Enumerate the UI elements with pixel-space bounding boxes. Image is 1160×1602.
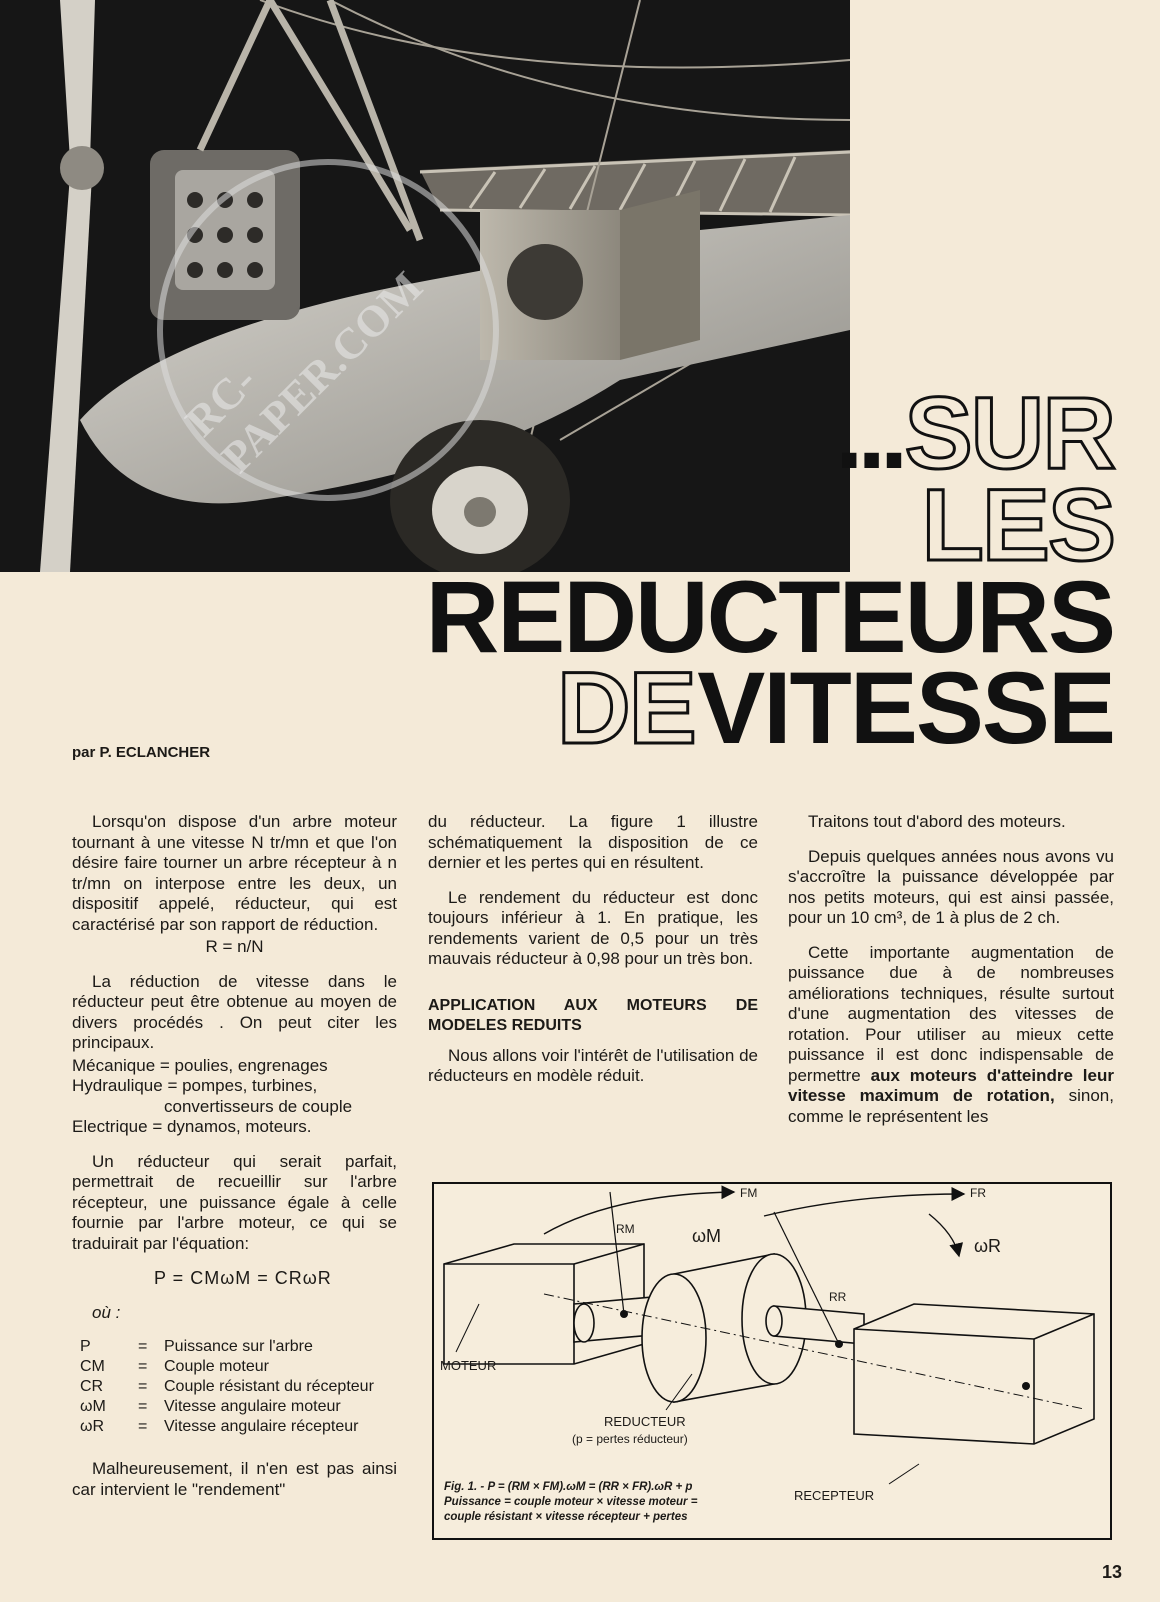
byline: par P. ECLANCHER xyxy=(72,744,211,761)
headline-dots: ... xyxy=(835,376,903,490)
paragraph: La réduction de vitesse dans le réducteur peut être obtenue au moyen de divers procédés . On peut citer les principaux. xyxy=(72,971,397,1052)
emphasis-text: aux moteurs d'atteindre leur vitesse maximum de rotation, xyxy=(788,1065,1114,1105)
label-wr: ωR xyxy=(974,1236,1002,1256)
section-heading: APPLICATION AUX MOTEURS DE MODELES REDUITS xyxy=(428,996,758,1034)
paragraph xyxy=(788,943,1114,1128)
list-item: Mécanique = poulies, engrenages xyxy=(72,1055,328,1075)
label-recepteur: RECEPTEUR xyxy=(794,1488,875,1503)
headline-les: LES xyxy=(921,467,1114,582)
caption-line: Puissance = couple moteur × vitesse moteur = xyxy=(444,1496,698,1508)
label-fr: FR xyxy=(970,1186,986,1200)
page-number: 13 xyxy=(1101,1562,1122,1582)
paragraph: du réducteur. La figure 1 illustre schématiquement la disposition de ce dernier et les pertes qui en résultent. xyxy=(428,812,758,872)
label-reducteur: REDUCTEUR xyxy=(604,1414,686,1429)
column-3 xyxy=(788,812,1114,1141)
headline-sur: SUR xyxy=(904,376,1114,490)
list-item: convertisseurs de couple xyxy=(164,1096,353,1116)
column-2 xyxy=(428,812,758,1101)
paragraph-text: sinon, comme le représentent les xyxy=(788,1086,1114,1126)
where-label: où : xyxy=(92,1302,121,1322)
article-headline xyxy=(425,376,1114,766)
definition-row: CR = Couple résistant du récepteur xyxy=(80,1378,374,1395)
list-item: Hydraulique = pompes, turbines, xyxy=(72,1076,318,1095)
paragraph: Le rendement du réducteur est donc toujours inférieur à 1. En pratique, les rendements varient de 0,5 pour un très mauvais réducteur à 0,98 pour un très bon. xyxy=(428,887,758,968)
paragraph: Nous allons voir l'intérêt de l'utilisation de réducteurs en modèle réduit. xyxy=(428,1045,758,1085)
watermark-stamp: RC-PAPER.COM xyxy=(73,75,582,572)
paragraph: Lorsqu'on dispose d'un arbre moteur tournant à une vitesse N tr/mn et que l'on désire faire tourner un arbre récepteur à n tr/mn on interpose entre les deux, un dispositif appelé, réducteur, qui est caractérisé par son rapport de réduction. xyxy=(72,812,397,934)
figure-caption xyxy=(444,1480,824,1525)
label-wm: ωM xyxy=(692,1226,722,1246)
paragraph: Depuis quelques années nous avons vu s'accroître la puissance développée par nos petits moteurs, qui est ainsi passée, pour un 10 cm³, de 1 à plus de 2 ch. xyxy=(788,846,1114,927)
label-rm: RM xyxy=(616,1222,635,1236)
headline-reducteurs: REDUCTEURS xyxy=(425,559,1114,674)
definition-row: CM = Couple moteur xyxy=(80,1358,269,1375)
label-fm: FM xyxy=(740,1186,758,1200)
paragraph: Un réducteur qui serait parfait, permettrait de recueillir sur l'arbre récepteur, une puissance égale à celle fournie par l'arbre moteur, ce qui se traduirait par l'équation: xyxy=(72,1151,397,1253)
label-moteur: MOTEUR xyxy=(440,1358,497,1373)
power-equation: P = CMωM = CRωR xyxy=(154,1268,332,1288)
figure-1-diagram xyxy=(432,1182,1112,1540)
headline-de: DE xyxy=(557,651,695,766)
label-rr: RR xyxy=(829,1290,847,1304)
symbol-definitions xyxy=(72,1337,397,1437)
paragraph: Traitons tout d'abord des moteurs. xyxy=(808,812,1066,831)
list-item: Electrique = dynamos, moteurs. xyxy=(72,1117,312,1136)
headline-vitesse: VITESSE xyxy=(697,651,1114,766)
paragraph-text: Cette importante augmentation de puissance due à de nombreuses améliorations techniques, résulte surtout d'une augmentation des vitesses de rotation. Pour utiliser au mieux cette puissance il est donc indispensable de permettre xyxy=(788,942,1114,1085)
label-pertes: (p = pertes réducteur) xyxy=(572,1432,688,1446)
caption-line: Fig. 1. - P = (RM × FM).ωM = (RR × FR).ωR + p xyxy=(444,1481,693,1493)
definition-row: P = Puissance sur l'arbre xyxy=(80,1338,313,1355)
methods-list xyxy=(72,1056,397,1138)
definition-row: ωM = Vitesse angulaire moteur xyxy=(80,1398,341,1415)
paragraph: Malheureusement, il n'en est pas ainsi car intervient le "rendement" xyxy=(72,1459,397,1499)
column-1 xyxy=(72,812,397,1514)
caption-line: couple résistant × vitesse récepteur + pertes xyxy=(444,1511,688,1523)
definition-row: ωR = Vitesse angulaire récepteur xyxy=(80,1418,359,1435)
formula-ratio: R = n/N xyxy=(205,937,264,956)
